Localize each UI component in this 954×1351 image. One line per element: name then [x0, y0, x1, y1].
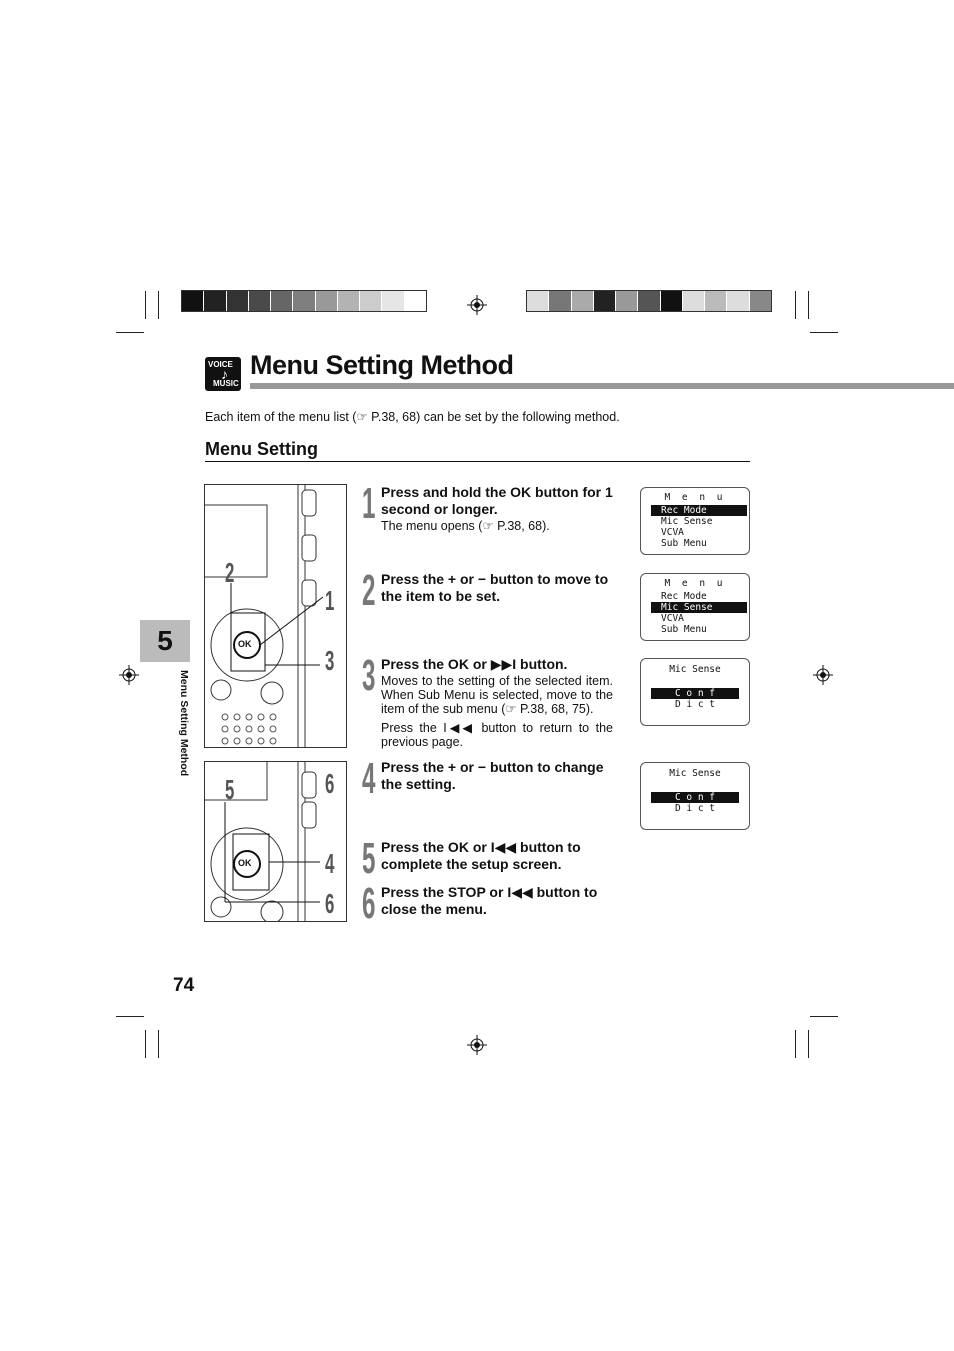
color-swatch	[227, 291, 249, 311]
crop-mark	[795, 1030, 796, 1058]
step-number: 4	[362, 754, 376, 803]
crop-mark	[116, 332, 144, 333]
lcd-line: D i c t	[674, 803, 716, 814]
registration-mark-icon	[813, 665, 833, 685]
step-heading: Press the OK or ▶▶I button.	[381, 656, 568, 672]
step-heading: Press the OK or I◀◀ button to complete the setup screen.	[381, 839, 581, 872]
color-swatch	[638, 291, 660, 311]
page-title: Menu Setting Method	[250, 350, 514, 380]
color-swatch	[382, 291, 404, 311]
ok-button-label: OK	[238, 858, 252, 868]
lcd-line: Sub Menu	[661, 538, 707, 549]
callout-number: 6	[325, 768, 335, 799]
callout-number: 5	[225, 774, 235, 805]
step-number: 1	[362, 479, 376, 528]
crop-mark	[158, 291, 159, 319]
callout-number: 6	[325, 888, 335, 919]
registration-mark-icon	[467, 1035, 487, 1055]
color-swatch	[316, 291, 338, 311]
lcd-screen	[640, 762, 750, 830]
crop-mark	[795, 291, 796, 319]
step-heading: Press and hold the OK button for 1 second or longer.	[381, 484, 613, 517]
icon-text-music: MUSIC	[213, 379, 239, 388]
lcd-line-selected: C o n f	[651, 792, 739, 803]
step-number: 6	[362, 879, 376, 928]
crop-mark	[808, 1030, 809, 1058]
step-body-note: Press the I◀◀ button to return to the previous page.	[381, 721, 613, 749]
step-number: 2	[362, 566, 376, 615]
color-swatch	[182, 291, 204, 311]
step-number: 3	[362, 651, 376, 700]
step-heading: Press the + or − button to change the setting.	[381, 759, 604, 792]
color-swatch	[338, 291, 360, 311]
registration-mark-icon	[119, 665, 139, 685]
crop-mark	[145, 291, 146, 319]
icon-text-voice: VOICE	[208, 360, 233, 369]
lcd-line-selected: C o n f	[651, 688, 739, 699]
crop-mark	[145, 1030, 146, 1058]
chapter-side-label: Menu Setting Method	[178, 670, 190, 777]
chapter-tab: 5	[140, 620, 190, 662]
callout-number: 3	[325, 645, 335, 676]
crop-mark	[116, 1016, 144, 1017]
lcd-line: Sub Menu	[661, 624, 707, 635]
callout-number: 2	[225, 557, 235, 588]
color-swatch	[405, 291, 426, 311]
crop-mark	[158, 1030, 159, 1058]
color-swatch	[683, 291, 705, 311]
color-swatch	[750, 291, 771, 311]
lcd-line: Rec Mode	[661, 591, 707, 602]
step-heading: Press the + or − button to move to the item to be set.	[381, 571, 609, 604]
lcd-line: VCVA	[661, 527, 684, 538]
color-swatch	[661, 291, 683, 311]
intro-text: Each item of the menu list (☞ P.38, 68) can be set by the following method.	[205, 410, 620, 424]
lcd-header: M e n u	[664, 492, 726, 503]
color-swatch	[360, 291, 382, 311]
ok-button-label: OK	[238, 639, 252, 649]
lcd-line: VCVA	[661, 613, 684, 624]
color-swatch	[616, 291, 638, 311]
registration-mark-icon	[467, 295, 487, 315]
color-swatch	[293, 291, 315, 311]
color-swatch	[705, 291, 727, 311]
lcd-screen	[640, 658, 750, 726]
lcd-line-selected: Rec Mode	[651, 505, 747, 516]
color-swatch	[572, 291, 594, 311]
lcd-header: Mic Sense	[669, 664, 721, 675]
crop-mark	[810, 1016, 838, 1017]
step-heading: Press the STOP or I◀◀ button to close the menu.	[381, 884, 598, 917]
step-body: Moves to the setting of the selected item. When Sub Menu is selected, move to the item of the sub menu (☞ P.38, 68, 75).	[381, 674, 613, 716]
color-swatch	[527, 291, 549, 311]
color-swatch	[249, 291, 271, 311]
color-swatch	[594, 291, 616, 311]
lcd-line: Mic Sense	[661, 516, 713, 527]
lcd-line: D i c t	[674, 699, 716, 710]
lcd-line-selected: Mic Sense	[651, 602, 747, 613]
device-illustration-bottom	[204, 761, 347, 922]
lcd-screen	[640, 487, 750, 555]
lcd-screen	[640, 573, 750, 641]
lcd-header: Mic Sense	[669, 768, 721, 779]
step-number: 5	[362, 834, 376, 883]
section-title: Menu Setting	[205, 439, 318, 459]
step-body: The menu opens (☞ P.38, 68).	[381, 519, 550, 533]
title-underline	[250, 383, 954, 389]
voice-music-icon: VOICE ♪ MUSIC	[205, 357, 241, 391]
lcd-header: M e n u	[664, 578, 726, 589]
callout-number: 1	[325, 585, 335, 616]
callout-number: 4	[325, 848, 335, 879]
section-divider	[205, 461, 750, 462]
color-swatch	[271, 291, 293, 311]
color-calibration-strip-left	[181, 290, 427, 312]
crop-mark	[808, 291, 809, 319]
crop-mark	[810, 332, 838, 333]
color-swatch	[204, 291, 226, 311]
color-calibration-strip-right	[526, 290, 772, 312]
device-illustration-top	[204, 484, 347, 748]
page-number: 74	[173, 975, 195, 996]
color-swatch	[727, 291, 749, 311]
color-swatch	[549, 291, 571, 311]
